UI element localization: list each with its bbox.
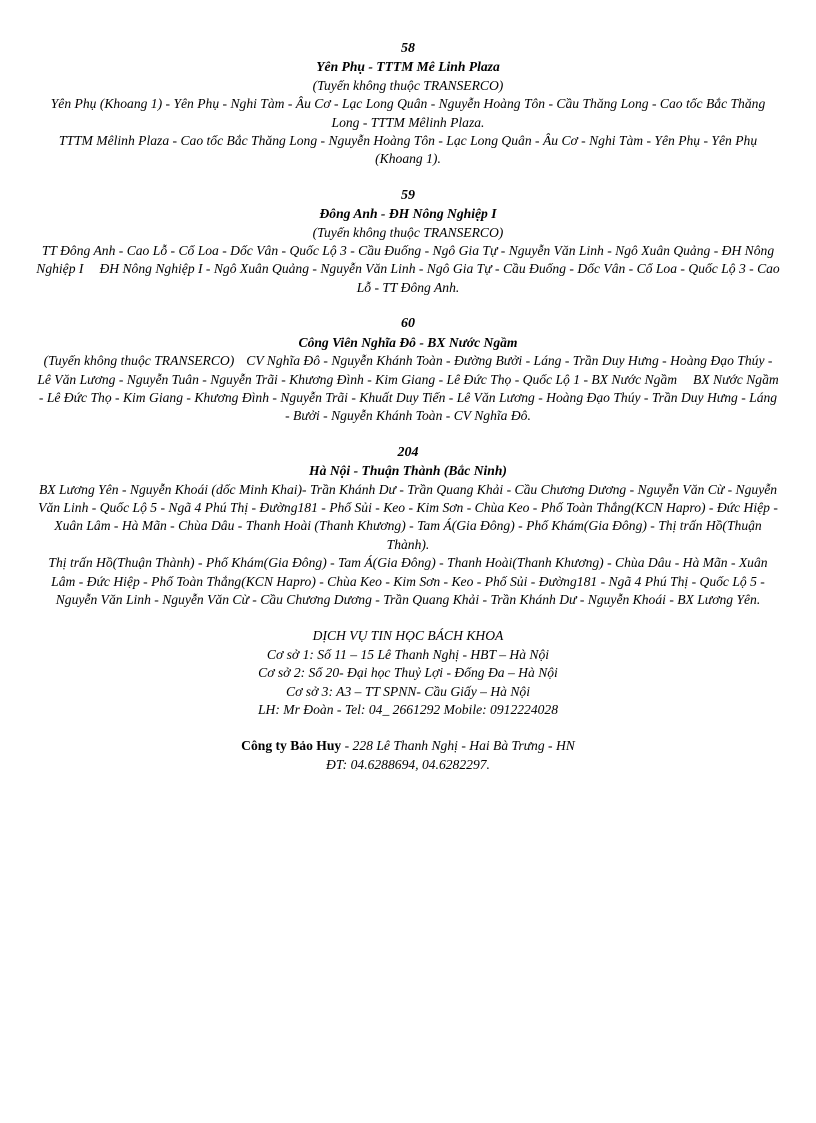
- route-outbound: CV Nghĩa Đô - Nguyễn Khánh Toàn - Đường Bưởi - Láng - Trần Duy Hưng - Hoàng Đạo Thúy - Lê Văn Lương - Nguyễn Tuân - Nguyễn Trãi - Khương Đình - Kim Giang - Lê Đức Thọ - Quốc Lộ 1 - BX Nước Ngầm: [37, 353, 773, 387]
- document-page: [36, 40, 780, 774]
- route-outbound: BX Lương Yên - Nguyễn Khoái (dốc Minh Khai)- Trần Khánh Dư - Trần Quang Khải - Cầu Chương Dương - Nguyễn Văn Cừ - Nguyễn Văn Linh - Quốc Lộ 5 - Ngã 4 Phú Thị - Đường181 - Phố Sủi - Keo - Kim Sơn - Chùa Keo - Phố Toàn Thắng(KCN Hapro) - Đức Hiệp - Xuân Lâm - Hà Mãn - Chùa Dâu - Thanh Hoài (Thanh Khương) - Tam Á(Gia Đông) - Phố Khám(Gia Đông) - Thị trấn Hồ(Thuận Thành).: [38, 481, 778, 552]
- ads-address-2: Cơ sở 2: Số 20- Đại học Thuỷ Lợi - Đống Đa – Hà Nội: [258, 665, 558, 681]
- route-note: (Tuyến không thuộc TRANSERCO): [43, 353, 235, 369]
- ads-title: DỊCH VỤ TIN HỌC BÁCH KHOA: [312, 628, 504, 644]
- route-outbound: TT Đông Anh - Cao Lỗ - Cổ Loa - Dốc Vân - Quốc Lộ 3 - Cầu Đuống - Ngô Gia Tự - Nguyễn Văn Linh - Ngô Xuân Quảng - ĐH Nông Nghiệp I: [36, 243, 775, 277]
- route-58: [36, 40, 780, 169]
- ads-address-1: Cơ sở 1: Số 11 – 15 Lê Thanh Nghị - HBT – Hà Nội: [266, 646, 550, 662]
- route-title: Đông Anh - ĐH Nông Nghiệp I: [319, 206, 497, 222]
- route-inbound: ĐH Nông Nghiệp I - Ngô Xuân Quảng - Nguyễn Văn Linh - Ngô Gia Tự - Cầu Đuống - Dốc Vân - Cổ Loa - Quốc Lộ 3 - Cao Lỗ - TT Đông Anh.: [99, 261, 780, 295]
- route-note: (Tuyến không thuộc TRANSERCO): [312, 224, 504, 240]
- ads-address-3: Cơ sở 3: A3 – TT SPNN- Cầu Giấy – Hà Nội: [286, 683, 530, 699]
- company-line: [36, 737, 780, 755]
- route-title: Công Viên Nghĩa Đô - BX Nước Ngầm: [298, 334, 518, 350]
- company-block: [36, 737, 780, 774]
- route-itinerary: [36, 352, 780, 426]
- route-itinerary: [36, 242, 780, 297]
- route-note: (Tuyến không thuộc TRANSERCO): [312, 77, 504, 93]
- ads-block: [36, 627, 780, 719]
- route-number: 60: [401, 316, 415, 332]
- route-number: 59: [401, 187, 415, 203]
- route-title: Yên Phụ - TTTM Mê Linh Plaza: [316, 59, 500, 75]
- route-title: Hà Nội - Thuận Thành (Bắc Ninh): [309, 463, 507, 479]
- route-outbound: Yên Phụ (Khoang 1) - Yên Phụ - Nghi Tàm - Âu Cơ - Lạc Long Quân - Nguyễn Hoàng Tôn - Cầu Thăng Long - Cao tốc Bắc Thăng Long - TTTM Mêlinh Plaza.: [50, 96, 766, 130]
- company-address: - 228 Lê Thanh Nghị - Hai Bà Trưng - HN: [341, 738, 575, 754]
- route-inbound: Thị trấn Hồ(Thuận Thành) - Phố Khám(Gia Đông) - Tam Á(Gia Đông) - Thanh Hoài(Thanh Khương) - Chùa Dâu - Hà Mãn - Xuân Lâm - Đức Hiệp - Phố Toàn Thắng(KCN Hapro) - Chùa Keo - Kim Sơn - Keo - Phố Sủi - Đường181 - Ngã 4 Phú Thị - Quốc Lộ 5 - Nguyễn Văn Linh - Nguyễn Văn Cừ - Cầu Chương Dương - Trần Quang Khải - Trần Khánh Dư - Nguyễn Khoái - BX Lương Yên.: [48, 555, 768, 607]
- route-inbound: TTTM Mêlinh Plaza - Cao tốc Bắc Thăng Long - Nguyễn Hoàng Tôn - Lạc Long Quân - Âu Cơ - Nghi Tàm - Yên Phụ - Yên Phụ (Khoang 1).: [58, 133, 758, 167]
- route-number: 58: [401, 41, 415, 56]
- route-number: 204: [397, 444, 419, 460]
- route-inbound: BX Nước Ngầm - Lê Đức Thọ - Kim Giang - Khương Đình - Nguyễn Trãi - Khuất Duy Tiến - Lê Văn Lương - Hoàng Đạo Thúy - Trần Duy Hưng - Láng - Bưởi - Nguyễn Khánh Toàn - CV Nghĩa Đô.: [38, 371, 779, 424]
- ads-contact: LH: Mr Đoàn - Tel: 04_ 2661292 Mobile: 0912224028: [257, 702, 559, 717]
- route-60: [36, 315, 780, 425]
- company-phone: ĐT: 04.6288694, 04.6282297.: [326, 756, 490, 772]
- route-59: [36, 187, 780, 297]
- company-name: Công ty Bảo Huy: [241, 738, 342, 754]
- route-204: [36, 444, 780, 610]
